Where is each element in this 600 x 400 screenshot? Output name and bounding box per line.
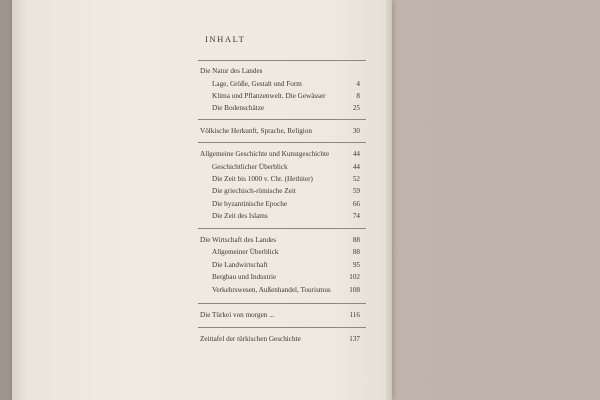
section-rule (198, 228, 366, 229)
toc-item-title: Die byzantinische Epoche (212, 200, 288, 208)
section-rule (198, 60, 366, 61)
toc-item-title: Verkehrswesen, Außenhandel, Tourismus (212, 286, 331, 294)
toc-item-title: Allgemeiner Überblick (212, 248, 279, 256)
toc-item-title: Klima und Pflanzenwelt. Die Gewässer (212, 92, 326, 100)
toc-item-title: Die Zeit des Islams (212, 212, 268, 220)
section-rule (198, 303, 366, 304)
toc-section-title: Die Natur des Landes (200, 67, 263, 75)
toc-item-title: Die Bodenschätze (212, 104, 265, 112)
section-rule (198, 142, 366, 143)
section-rule (198, 119, 366, 120)
toc-item-title: Die griechisch-römische Zeit (212, 187, 296, 195)
toc-section-title: Die Türkei von morgen ... (200, 311, 275, 319)
toc-section-title: Allgemeine Geschichte und Kunstgeschichte (200, 150, 330, 158)
toc-item-title: Die Landwirtschaft (212, 261, 268, 269)
toc-section-title: Zeittafel der türkischen Geschichte (200, 335, 301, 343)
toc-item-title: Geschichtlicher Überblick (212, 163, 288, 171)
toc-item-title: Lage, Größe, Gestalt und Form (212, 80, 302, 88)
table-of-contents: Die Natur des Landes Lage, Größe, Gestalt und Form 4 Klima und Pflanzenwelt. Die Gewässer 8 Die Bodenschätze 25 Völkische Herkunft, Sprache, Religion 30 Allgemeine Geschichte und Kunstgeschichte 44 Geschichtlicher Überblick 44 Die Zeit bis 1000 v. Chr. (Hethiter) 52 Die griechisch-römische Zeit 59 Die byzantinische Epoche 66 Die Zeit des Islams 74 Die Wirtschaft des Landes 88 Allgemeiner Überblick 88 Die Landwirtschaft 95 Bergbau und Industrie 102 Verkehrswesen, Außenhandel, Tourismus 108 Die Türkei von morgen ... 116 Zeittafel der türkischen Geschichte 137 (0, 0, 600, 400)
toc-item-title: Die Zeit bis 1000 v. Chr. (Hethiter) (212, 175, 313, 183)
toc-section-title: Völkische Herkunft, Sprache, Religion (200, 127, 312, 135)
section-rule (198, 327, 366, 328)
toc-item-title: Bergbau und Industrie (212, 273, 277, 281)
toc-section-title: Die Wirtschaft des Landes (200, 236, 277, 244)
toc-heading: INHALT (205, 34, 246, 44)
